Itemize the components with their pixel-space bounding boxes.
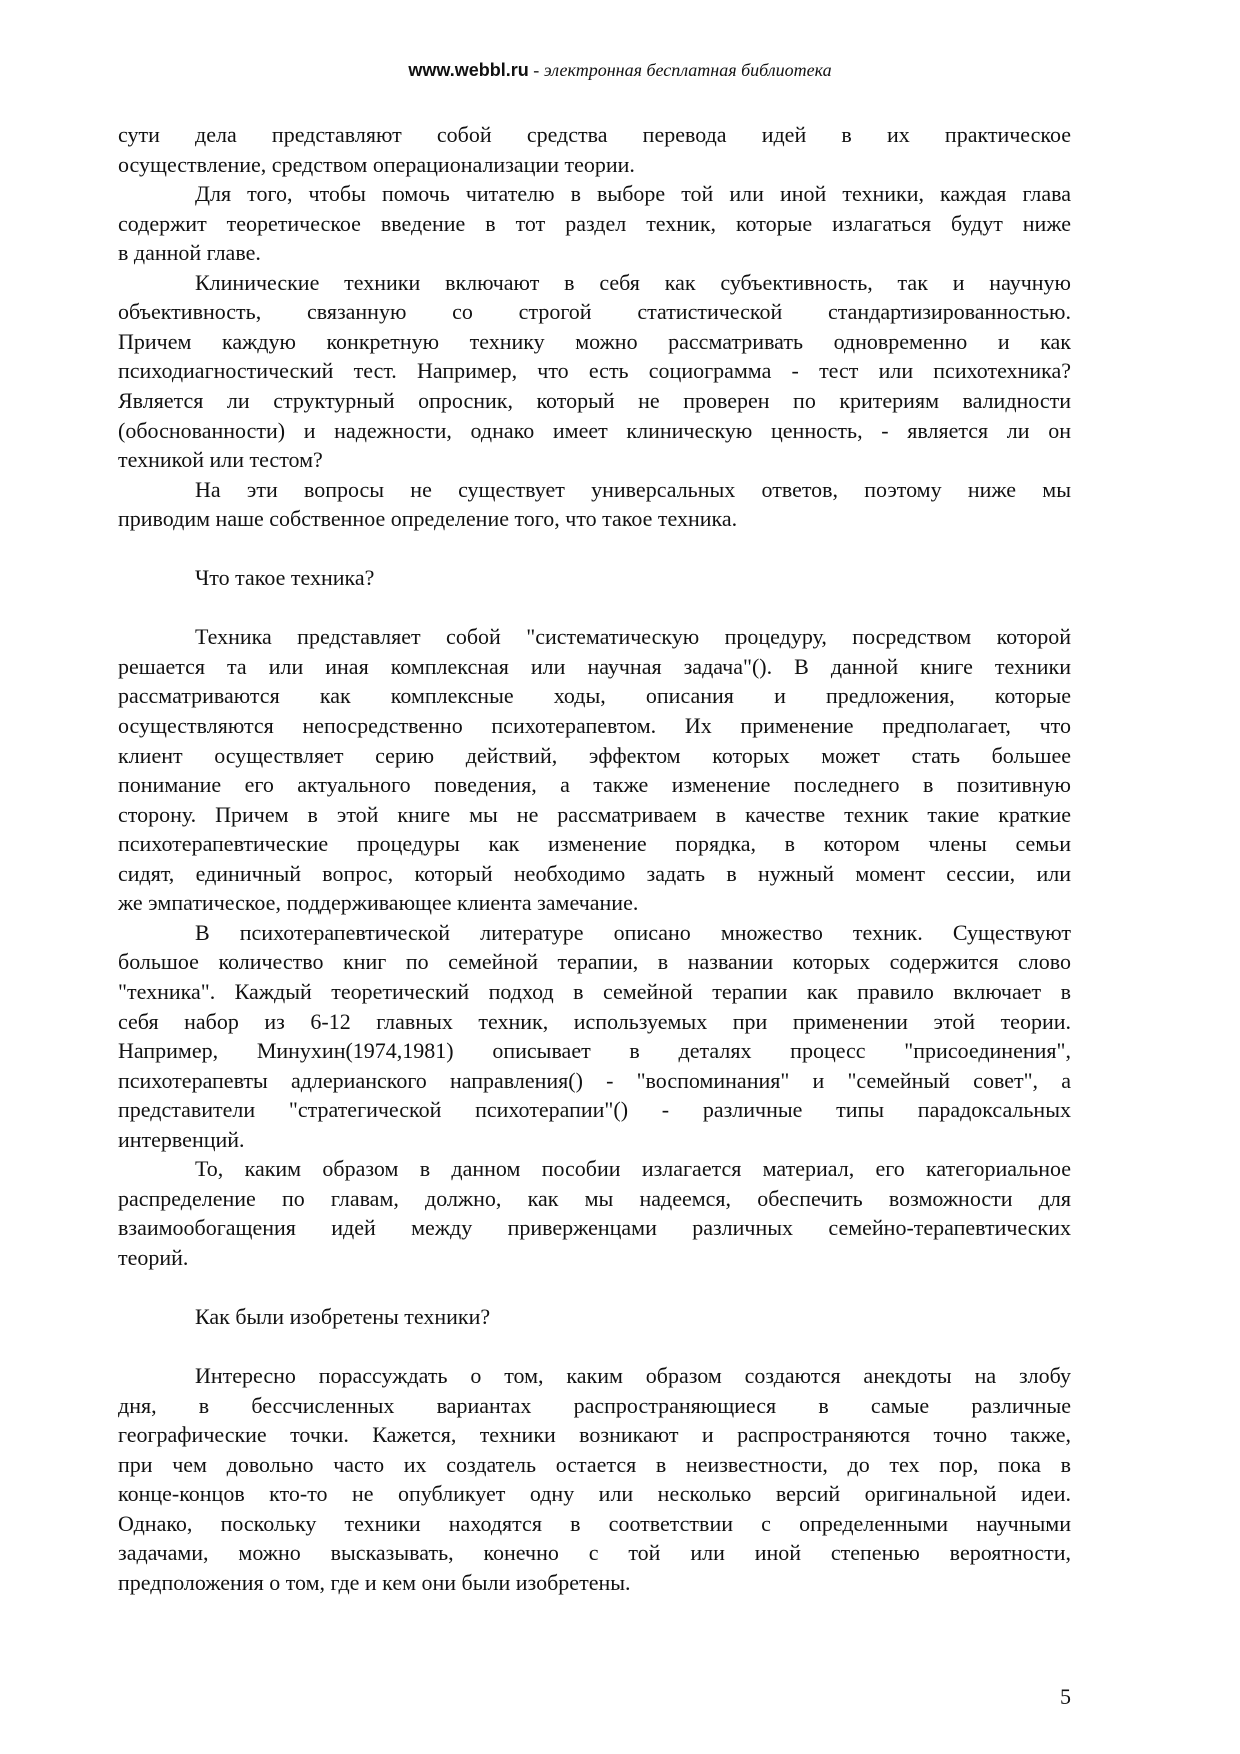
paragraph-line: сидят, единичный вопрос, который необходимо задать в нужный момент сессии, или xyxy=(118,860,1071,886)
paragraph-line: психодиагностический тест. Например, что есть социограмма - тест или психотехника? xyxy=(118,358,1071,384)
paragraph-line: осуществление, средством операционализации теории. xyxy=(118,151,635,177)
paragraph-line: На эти вопросы не существует универсальных ответов, поэтому ниже мы xyxy=(195,476,1071,502)
paragraph-line: объективность, связанную со строгой статистической стандартизированностью. xyxy=(118,299,1071,325)
paragraph-line: техникой или тестом? xyxy=(118,447,323,473)
section-heading: Как были изобретены техники? xyxy=(195,1304,491,1329)
site-url: www.webbl.ru xyxy=(408,60,529,80)
paragraph-line: психотерапевты адлерианского направления() - "воспоминания" и "семейный совет", а xyxy=(118,1067,1071,1093)
page-number: 5 xyxy=(1060,1684,1071,1709)
paragraph-line: В психотерапевтической литературе описано множество техник. Существуют xyxy=(195,919,1071,945)
paragraph-line: конце-концов кто-то не опубликует одну или несколько версий оригинальной идеи. xyxy=(118,1481,1071,1507)
paragraph-line: Техника представляет собой "систематическую процедуру, посредством которой xyxy=(195,624,1071,650)
paragraph-line: Для того, чтобы помочь читателю в выборе той или иной техники, каждая глава xyxy=(195,181,1071,207)
paragraph-line: клиент осуществляет серию действий, эффектом которых может стать большее xyxy=(118,742,1071,768)
paragraph-line: осуществляются непосредственно психотерапевтом. Их применение предполагает, что xyxy=(118,713,1071,738)
paragraph-line: себя набор из 6-12 главных техник, используемых при применении этой теории. xyxy=(118,1008,1071,1034)
paragraph-line: взаимообогащения идей между приверженцами различных семейно-терапевтических xyxy=(118,1215,1071,1241)
paragraph-line: Интересно порассуждать о том, каким образом создаются анекдоты на злобу xyxy=(195,1363,1071,1389)
paragraph-line: понимание его актуального поведения, а также изменение последнего в позитивную xyxy=(118,772,1071,798)
paragraph-line: "техника". Каждый теоретический подход в семейной терапии как правило включает в xyxy=(118,978,1071,1004)
paragraph-line: Является ли структурный опросник, который не проверен по критериям валидности xyxy=(118,387,1071,413)
paragraph-line: (обоснованности) и надежности, однако имеет клиническую ценность, - является ли он xyxy=(118,417,1071,443)
section-heading: Что такое техника? xyxy=(195,565,375,591)
paragraph-line: дня, в бессчисленных вариантах распространяющиеся в самые различные xyxy=(118,1392,1071,1418)
paragraph-line: сути дела представляют собой средства перевода идей в их практическое xyxy=(118,122,1071,147)
paragraph-line: решается та или иная комплексная или научная задача"(). В данной книге техники xyxy=(118,653,1071,679)
paragraph-line: представители "стратегической психотерапии"() - различные типы парадоксальных xyxy=(118,1097,1071,1123)
paragraph-line: предположения о том, где и кем они были изобретены. xyxy=(118,1569,631,1595)
paragraph-line: содержит теоретическое введение в тот раздел техник, которые излагаться будут ниже xyxy=(118,210,1071,236)
paragraph-line: сторону. Причем в этой книге мы не рассматриваем в качестве техник такие краткие xyxy=(118,801,1071,827)
paragraph-line: рассматриваются как комплексные ходы, описания и предложения, которые xyxy=(118,683,1071,709)
paragraph-line: приводим наше собственное определение того, что такое техника. xyxy=(118,506,738,532)
paragraph-line: большое количество книг по семейной терапии, в названии которых содержится слово xyxy=(118,949,1071,975)
paragraph-line: распределение по главам, должно, как мы надеемся, обеспечить возможности для xyxy=(118,1185,1071,1211)
paragraph-line: географические точки. Кажется, техники возникают и распространяются точно также, xyxy=(118,1422,1071,1448)
page-header xyxy=(0,60,1240,81)
paragraph-line: задачами, можно высказывать, конечно с той или иной степенью вероятности, xyxy=(118,1540,1071,1566)
site-tagline: - электронная бесплатная библиотека xyxy=(528,60,832,80)
paragraph-line: психотерапевтические процедуры как изменение порядка, в котором члены семьи xyxy=(118,831,1071,857)
paragraph-line: же эмпатическое, поддерживающее клиента замечание. xyxy=(118,890,639,916)
paragraph-line: в данной главе. xyxy=(118,240,261,266)
paragraph-line: То, каким образом в данном пособии излагается материал, его категориальное xyxy=(195,1156,1071,1182)
paragraph-line: теорий. xyxy=(118,1244,189,1270)
paragraph-line: Однако, поскольку техники находятся в соответствии с определенными научными xyxy=(118,1510,1071,1536)
paragraph-line: Клинические техники включают в себя как субъективность, так и научную xyxy=(195,269,1071,295)
paragraph-line: интервенций. xyxy=(118,1126,245,1152)
paragraph-line: Причем каждую конкретную технику можно рассматривать одновременно и как xyxy=(118,328,1071,354)
paragraph-line: Например, Минухин(1974,1981) описывает в деталях процесс "присоединения", xyxy=(118,1038,1071,1064)
paragraph-line: при чем довольно часто их создатель остается в неизвестности, до тех пор, пока в xyxy=(118,1451,1071,1477)
